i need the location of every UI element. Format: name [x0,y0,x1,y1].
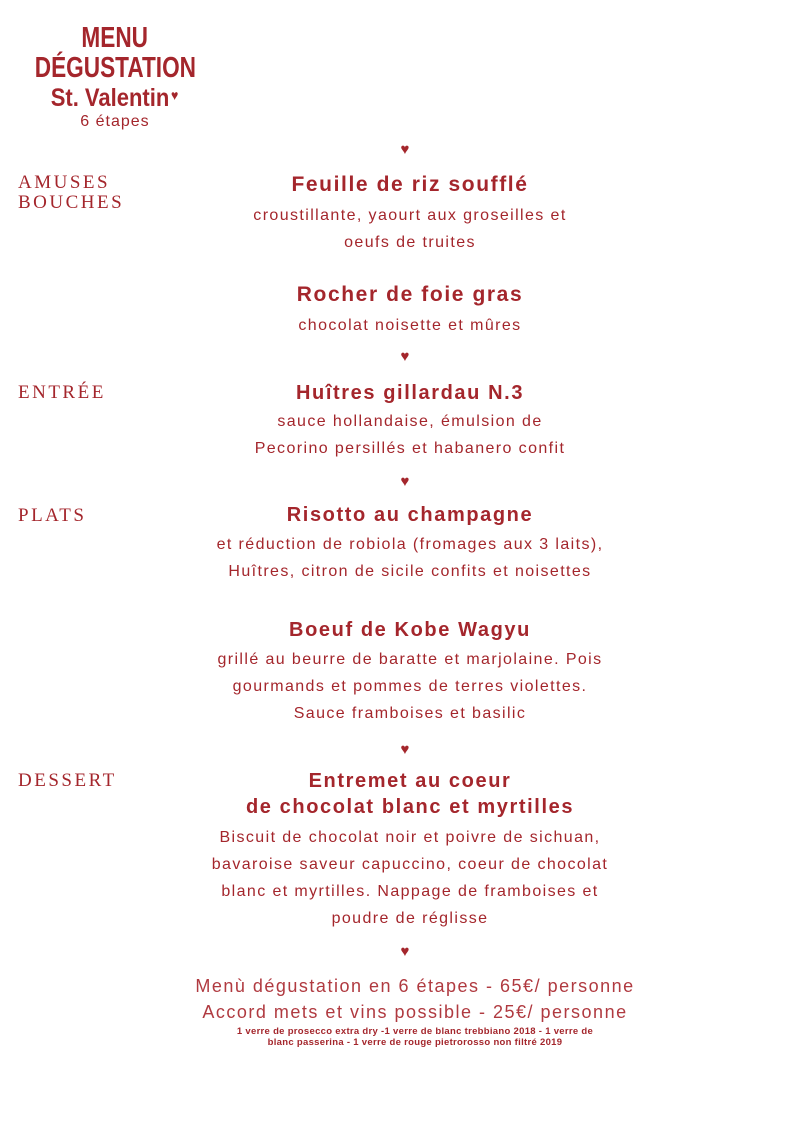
menu-steps: 6 étapes [80,113,150,130]
dish-name: Boeuf de Kobe Wagyu [289,619,531,641]
section-dessert: DESSERT [18,770,117,791]
dish-description: Biscuit de chocolat noir et poivre de sichuan, bavaroise saveur capuccino, coeur de chocolat blanc et myrtilles. Nappage de framboises et poudre de réglisse [211,829,609,927]
dish-description: chocolat noisette et mûres [298,317,522,334]
menu-subtitle-text: DÉGUSTATION [34,52,196,84]
dish-name: Rocher de foie gras [296,283,524,306]
menu-title [10,22,220,54]
dish-description: et réduction de robiola (fromages aux 3 laits), Huîtres, citron de sicile confits et noisettes [216,536,604,580]
dish-name: Feuille de riz soufflé [291,173,529,196]
heart-icon: ♥ [400,141,410,158]
heart-icon: ♥ [171,87,179,103]
dish-description: sauce hollandaise, émulsion de Pecorino persillés et habanero confit [254,413,566,457]
dish-name: Risotto au champagne [286,504,534,526]
heart-icon: ♥ [400,348,410,365]
wine-list: 1 verre de prosecco extra dry -1 verre de blanc trebbiano 2018 - 1 verre de blanc passerina - 1 verre de rouge pietrorosso non filtré 2019 [236,1026,594,1048]
menu-price: Menù dégustation en 6 étapes - 65€/ personne [195,976,635,996]
dish-name: Entremet au coeur de chocolat blanc et myrtilles [245,770,575,818]
heart-icon: ♥ [400,473,410,490]
heart-icon: ♥ [400,943,410,960]
dish-name: Huîtres gillardau N.3 [295,382,525,404]
section-entree: ENTRÉE [18,382,106,403]
menu-occasion [10,81,220,112]
menu-occasion-wrap [51,81,179,112]
menu-occasion-text: St. Valentin [51,84,170,112]
dish-description: grillé au beurre de baratte et marjolaine. Pois gourmands et pommes de terres violettes. Sauce framboises et basilic [217,651,603,722]
wine-pairing-price: Accord mets et vins possible - 25€/ personne [202,1002,628,1022]
section-plats: PLATS [18,505,87,526]
menu-subtitle [10,52,220,84]
section-amuses-bouches: AMUSES BOUCHES [18,172,125,213]
menu-title-text: MENU [81,22,149,54]
heart-icon: ♥ [400,741,410,758]
dish-description: croustillante, yaourt aux groseilles et oeufs de truites [253,207,567,251]
